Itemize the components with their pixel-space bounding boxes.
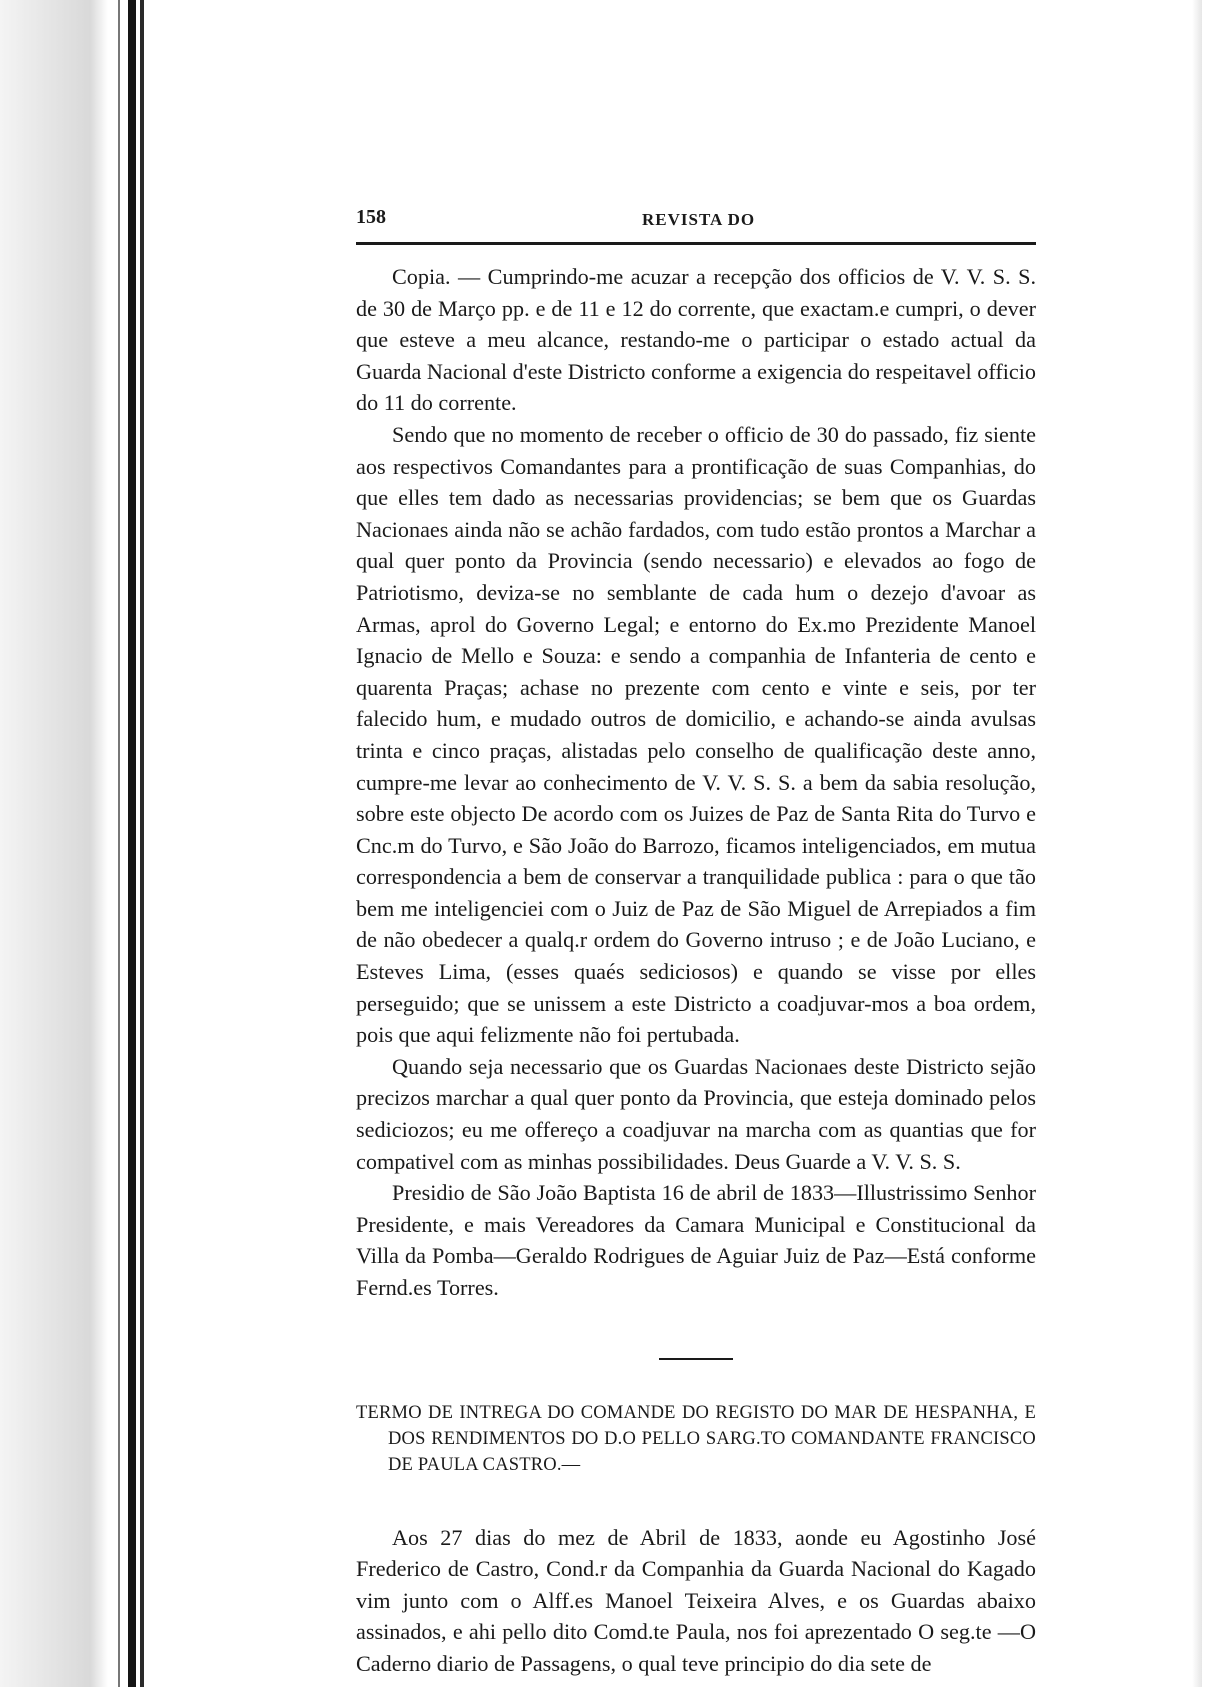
section-text	[356, 1522, 1036, 1680]
page	[356, 200, 1036, 1680]
letter-text	[356, 261, 1036, 1304]
page-number: 158	[356, 206, 386, 228]
page-edge	[1192, 0, 1202, 1687]
paragraph: Aos 27 dias do mez de Abril de 1833, aonde eu Agostinho José Frederico de Castro, Cond.r da Companhia da Guarda Nacional do Kagado vim junto com o Alff.es Manoel Teixeira Alves, e os Guardas abaixo assinados, e ahi pello dito Comd.te Paula, nos foi aprezentado O seg.te —O Caderno diario de Passagens, o qual teve principio do dia sete de	[356, 1524, 1036, 1676]
paragraph: Quando seja necessario que os Guardas Nacionaes deste Districto sejão precizos marchar a qual quer ponto da Provincia, que esteja dominado pelos sediciozos; eu me offereço a coadjuvar na marcha com as quantias que for compativel com as minhas possibilidades. Deus Guarde a V. V. S. S.	[356, 1053, 1036, 1174]
section-divider	[659, 1358, 733, 1360]
running-title: REVISTA DO	[642, 210, 756, 229]
spine-binding-edge-inner	[140, 0, 144, 1687]
spine-binding-edge	[128, 0, 136, 1687]
paragraph: Copia. — Cumprindo-me acuzar a recepção dos officios de V. V. S. S. de 30 de Março pp. e de 11 e 12 do corrente, que exactam.e cumpri, o dever que esteve a meu alcance, restando-me o participar o estado actual da Guarda Nacional d'este Districto conforme a exigencia do respeitavel officio do 11 do corrente.	[356, 264, 1036, 416]
spine-shadow	[118, 0, 120, 1687]
paragraph: Presidio de São João Baptista 16 de abril de 1833—Illustrissimo Senhor Presidente, e mais Vereadores da Camara Municipal e Constitucional da Villa da Pomba—Geraldo Rodrigues de Aguiar Juiz de Paz—Está conforme Fernd.es Torres.	[356, 1180, 1036, 1300]
paragraph: Sendo que no momento de receber o officio de 30 do passado, fiz siente aos respectivos Comandantes para a prontificação de suas Companhias, do que elles tem dado as necessarias providencias; se bem que os Guardas Nacionaes ainda não se achão fardados, com tudo estão prontos a Marchar a qual quer ponto da Provincia (sendo necessario) e elevados ao fogo de Patriotismo, deviza-se no semblante de cada hum o dezejo d'avoar as Armas, aprol do Governo Legal; e entorno do Ex.mo Prezidente Manoel Ignacio de Mello e Souza: e sendo a companhia de Infanteria de cento e quarenta Praças; achase no prezente com cento e vinte e seis, por ter falecido hum, e mudado outros de domicilio, e achando-se ainda avulsas trinta e cinco praças, alistadas pelo conselho de qualificação deste anno, cumpre-me levar ao conhecimento de V. V. S. S. a bem da sabia resolução, sobre este objecto De acordo com os Juizes de Paz de Santa Rita do Turvo e Cnc.m do Turvo, e São João do Barrozo, ficamos inteligenciados, em mutua correspondencia a bem de conservar a tranquilidade publica : para o que tão bem me inteligenciei com o Juiz de Paz de São Miguel de Arrepiados a fim de não obedecer a qualq.r ordem do Governo intruso ; e de João Luciano, e Esteves Lima, (esses quaés sediciosos) e quando se visse por elles perseguido; que se unissem a este Districto a coadjuvar-mos a boa ordem, pois que aqui felizmente não foi pertubada.	[356, 421, 1036, 1048]
section-heading: TERMO DE INTREGA DO COMANDE DO REGISTO DO MAR DE HESPANHA, E DOS RENDIMENTOS DO D.O PELLO SARG.TO COMANDANTE FRANCISCO DE PAULA CASTRO.—	[356, 1402, 1036, 1475]
running-header	[356, 200, 1036, 245]
